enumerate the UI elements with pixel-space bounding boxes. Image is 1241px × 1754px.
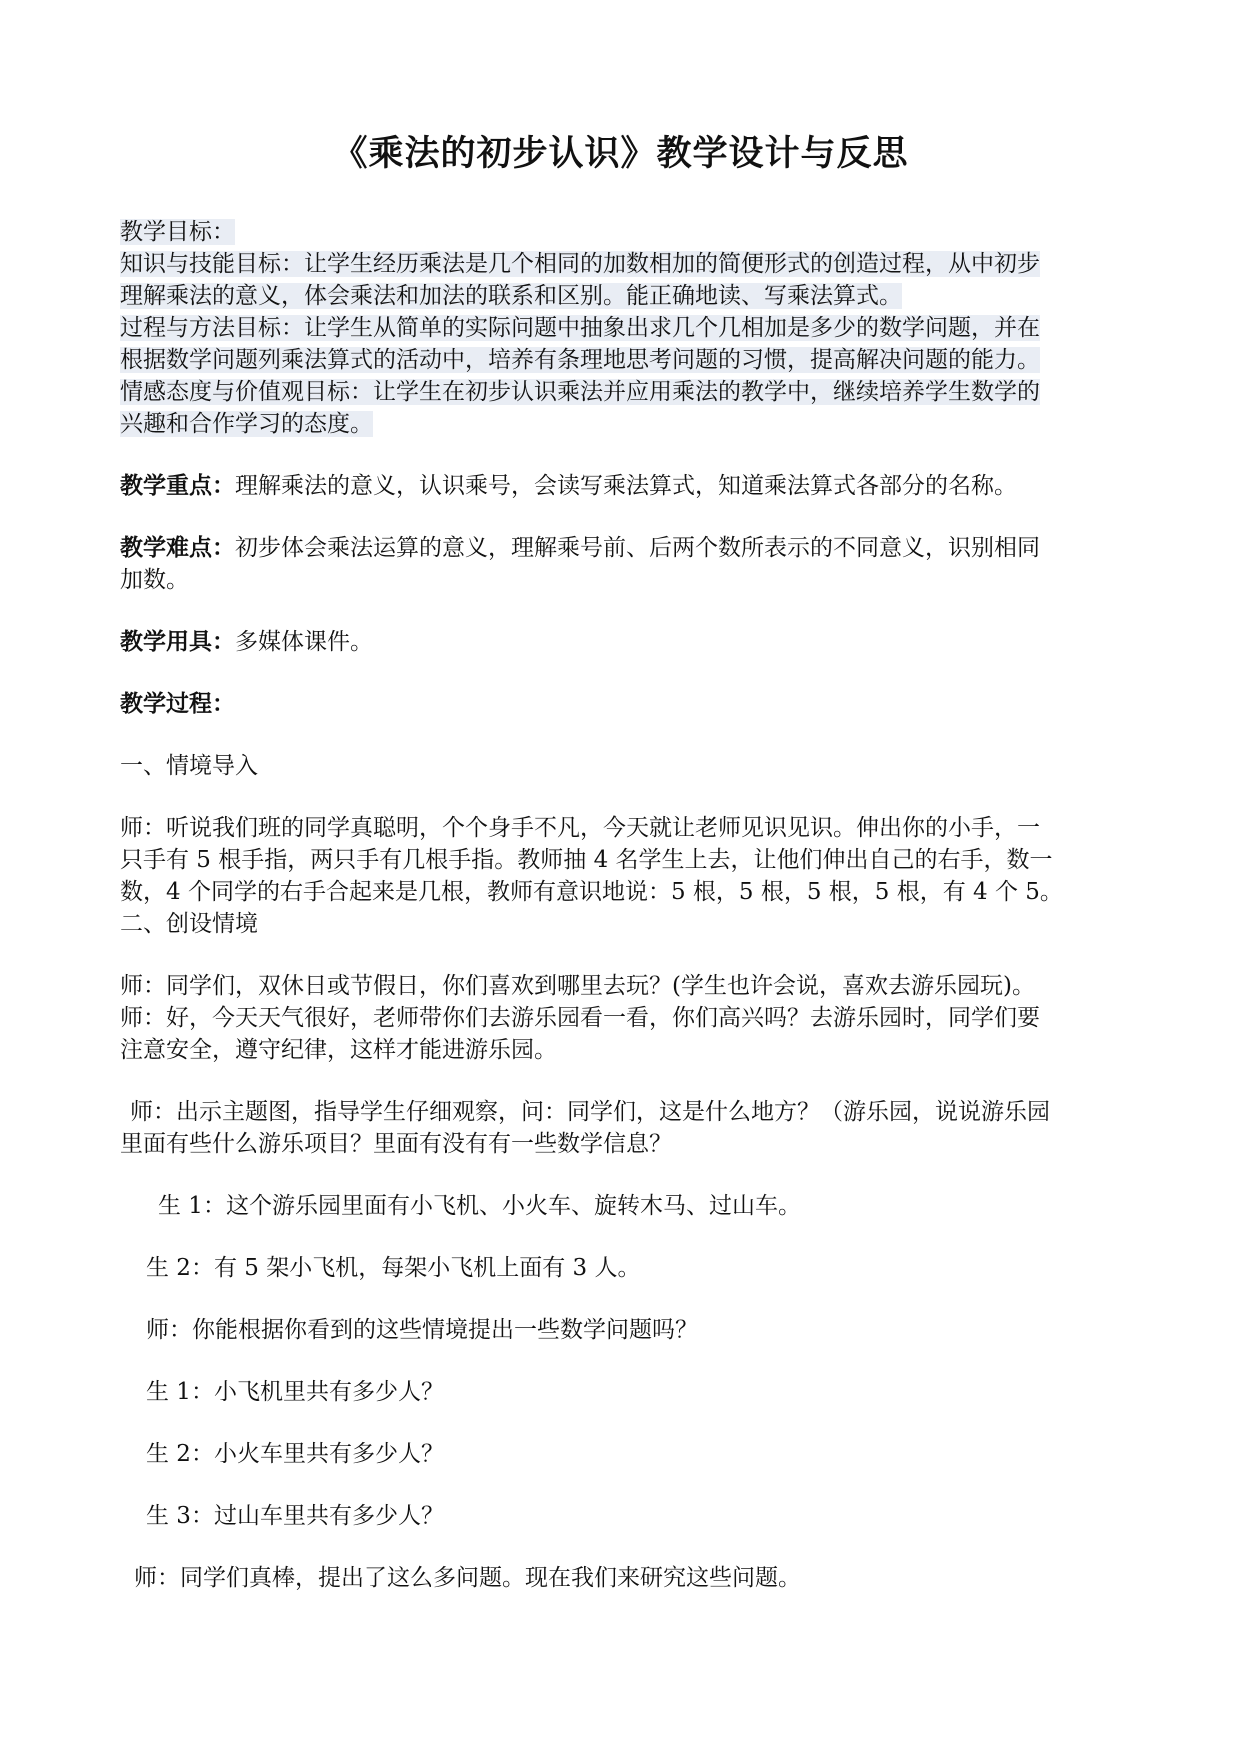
student2-question: 生 2：小火车里共有多少人？: [146, 1441, 444, 1467]
difficulty-label: 教学难点：: [120, 534, 235, 561]
section2-p1: 师：同学们，双休日或节假日，你们喜欢到哪里去玩？(学生也许会说，喜欢去游乐园玩)。: [120, 973, 1035, 999]
objective-knowledge-line2: 理解乘法的意义，体会乘法和加法的联系和区别。能正确地读、写乘法算式。: [120, 283, 902, 309]
objective-emotion-line2: 兴趣和合作学习的态度。: [120, 411, 373, 437]
key-point-label: 教学重点：: [120, 472, 235, 499]
teacher-question: 师：你能根据你看到的这些情境提出一些数学问题吗？: [146, 1317, 698, 1343]
student1-question: 生 1：小飞机里共有多少人？: [146, 1379, 444, 1405]
process-heading: 教学过程：: [120, 690, 235, 717]
section1-line3: 数，4 个同学的右手合起来是几根，教师有意识地说：5 根，5 根，5 根，5 根，有 4 个 5。: [120, 879, 1063, 905]
section1-heading: 一、情境导入: [120, 753, 258, 779]
section2-p3-line2: 里面有些什么游乐项目？里面有没有有一些数学信息？: [120, 1131, 672, 1157]
section1-line1: 师：听说我们班的同学真聪明，个个身手不凡，今天就让老师见识见识。伸出你的小手，一: [120, 815, 1040, 841]
teacher-closing: 师：同学们真棒，提出了这么多问题。现在我们来研究这些问题。: [134, 1565, 801, 1591]
tools-text: 多媒体课件。: [235, 629, 373, 655]
key-point-text: 理解乘法的意义，认识乘号，会读写乘法算式，知道乘法算式各部分的名称。: [235, 473, 1017, 499]
difficulty-text-line1: 初步体会乘法运算的意义，理解乘号前、后两个数所表示的不同意义，识别相同: [235, 535, 1040, 561]
difficulty-text-line2: 加数。: [120, 567, 189, 593]
section2-p2-line1: 师：好，今天天气很好，老师带你们去游乐园看一看，你们高兴吗？去游乐园时，同学们要: [120, 1005, 1040, 1031]
objective-process-line1: 过程与方法目标：让学生从简单的实际问题中抽象出求几个几相加是多少的数学问题，并在: [120, 315, 1040, 341]
difficulty-paragraph: [120, 532, 1125, 564]
tools-label: 教学用具：: [120, 628, 235, 655]
objective-knowledge-line1: 知识与技能目标：让学生经历乘法是几个相同的加数相加的简便形式的创造过程，从中初步: [120, 251, 1040, 277]
tools-paragraph: [120, 626, 1125, 658]
page-title: 《乘法的初步认识》教学设计与反思: [332, 133, 909, 174]
section1-line2: 只手有 5 根手指，两只手有几根手指。教师抽 4 名学生上去，让他们伸出自己的右手，数一: [120, 847, 1053, 873]
section2-p3-line1: 师：出示主题图，指导学生仔细观察，问：同学们，这是什么地方？（游乐园，说说游乐园: [130, 1099, 1050, 1125]
student1-answer: 生 1：这个游乐园里面有小飞机、小火车、旋转木马、过山车。: [158, 1193, 801, 1219]
section2-p2-line2: 注意安全，遵守纪律，这样才能进游乐园。: [120, 1037, 557, 1063]
objectives-heading: 教学目标：: [120, 219, 235, 245]
document-body: [120, 216, 1125, 1594]
section2-heading: 二、创设情境: [120, 911, 258, 937]
student3-question: 生 3：过山车里共有多少人？: [146, 1503, 444, 1529]
objective-emotion-line1: 情感态度与价值观目标：让学生在初步认识乘法并应用乘法的教学中，继续培养学生数学的: [120, 379, 1040, 405]
objectives-block: [120, 216, 1125, 440]
key-point-paragraph: [120, 470, 1125, 502]
objective-process-line2: 根据数学问题列乘法算式的活动中，培养有条理地思考问题的习惯，提高解决问题的能力。: [120, 347, 1040, 373]
student2-answer: 生 2：有 5 架小飞机，每架小飞机上面有 3 人。: [146, 1255, 641, 1281]
